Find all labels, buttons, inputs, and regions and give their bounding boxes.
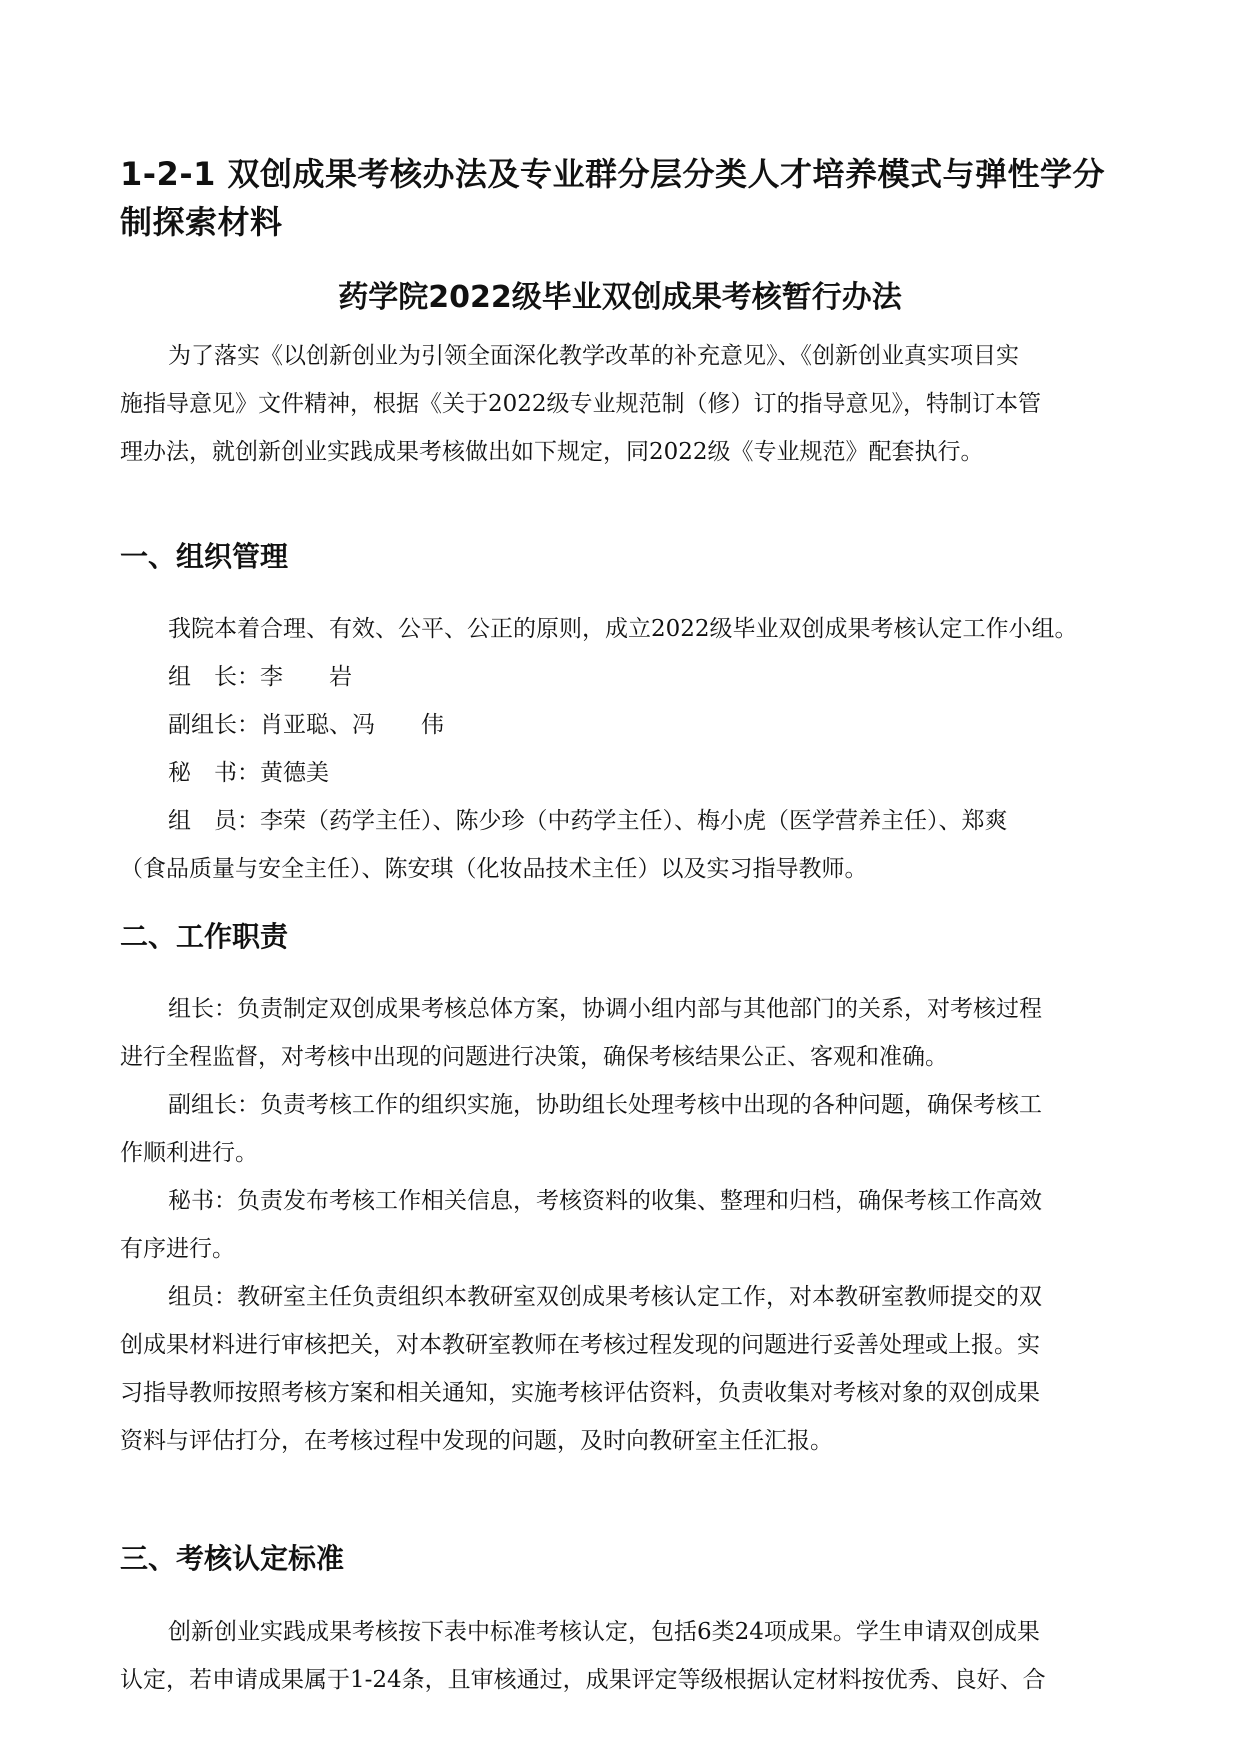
- team-leader-line: 组 长：李 岩: [168, 664, 352, 690]
- secretary-line: 秘 书：黄德美: [168, 760, 329, 786]
- responsibility-line: 组员：教研室主任负责组织本教研室双创成果考核认定工作，对本教研室教师提交的双: [168, 1284, 1042, 1310]
- organization-body: [120, 605, 1120, 893]
- standards-body: [120, 1608, 1120, 1704]
- section-heading-responsibilities: 二、工作职责: [120, 920, 289, 953]
- responsibility-line: 秘书：负责发布考核工作相关信息，考核资料的收集、整理和归档，确保考核工作高效: [168, 1188, 1042, 1214]
- responsibility-line: 资料与评估打分，在考核过程中发现的问题，及时向教研室主任汇报。: [120, 1428, 833, 1454]
- responsibility-line: 作顺利进行。: [120, 1140, 258, 1166]
- page-heading: [120, 150, 1120, 246]
- intro-paragraph: [120, 332, 1120, 476]
- page-heading-line-1: 1-2-1 双创成果考核办法及专业群分层分类人才培养模式与弹性学分: [120, 155, 1106, 193]
- responsibility-line: 有序进行。: [120, 1236, 235, 1262]
- responsibility-line: 副组长：负责考核工作的组织实施，协助组长处理考核中出现的各种问题，确保考核工: [168, 1092, 1042, 1118]
- members-line: （食品质量与安全主任）、陈安琪（化妆品技术主任）以及实习指导教师。: [120, 856, 868, 882]
- intro-line: 为了落实《以创新创业为引领全面深化教学改革的补充意见》、《创新创业真实项目实: [168, 343, 1019, 369]
- section-heading-standards: 三、考核认定标准: [120, 1542, 345, 1575]
- responsibility-line: 创成果材料进行审核把关，对本教研室教师在考核过程发现的问题进行妥善处理或上报。实: [120, 1332, 1040, 1358]
- section-heading-organization: 一、组织管理: [120, 540, 289, 573]
- responsibility-line: 习指导教师按照考核方案和相关通知，实施考核评估资料，负责收集对考核对象的双创成果: [120, 1380, 1040, 1406]
- page-heading-line-2: 制探索材料: [120, 203, 283, 241]
- intro-line: 理办法，就创新创业实践成果考核做出如下规定，同2022级《专业规范》配套执行。: [120, 439, 984, 465]
- responsibility-line: 进行全程监督，对考核中出现的问题进行决策，确保考核结果公正、客观和准确。: [120, 1044, 948, 1070]
- responsibility-line: 组长：负责制定双创成果考核总体方案，协调小组内部与其他部门的关系，对考核过程: [168, 996, 1042, 1022]
- deputy-leader-line: 副组长：肖亚聪、冯 伟: [168, 712, 444, 738]
- standards-line: 认定，若申请成果属于1-24条，且审核通过，成果评定等级根据认定材料按优秀、良好、合: [120, 1667, 1046, 1693]
- standards-line: 创新创业实践成果考核按下表中标准考核认定，包括6类24项成果。学生申请双创成果: [168, 1619, 1040, 1645]
- intro-line: 施指导意见》文件精神，根据《关于2022级专业规范制（修）订的指导意见》，特制订本管: [120, 391, 1042, 417]
- members-line: 组 员：李荣（药学主任）、陈少珍（中药学主任）、梅小虎（医学营养主任）、郑爽: [168, 808, 1008, 834]
- document-title: 药学院2022级毕业双创成果考核暂行办法: [338, 280, 902, 315]
- organization-line: 我院本着合理、有效、公平、公正的原则，成立2022级毕业双创成果考核认定工作小组。: [168, 616, 1078, 642]
- responsibilities-body: [120, 985, 1120, 1465]
